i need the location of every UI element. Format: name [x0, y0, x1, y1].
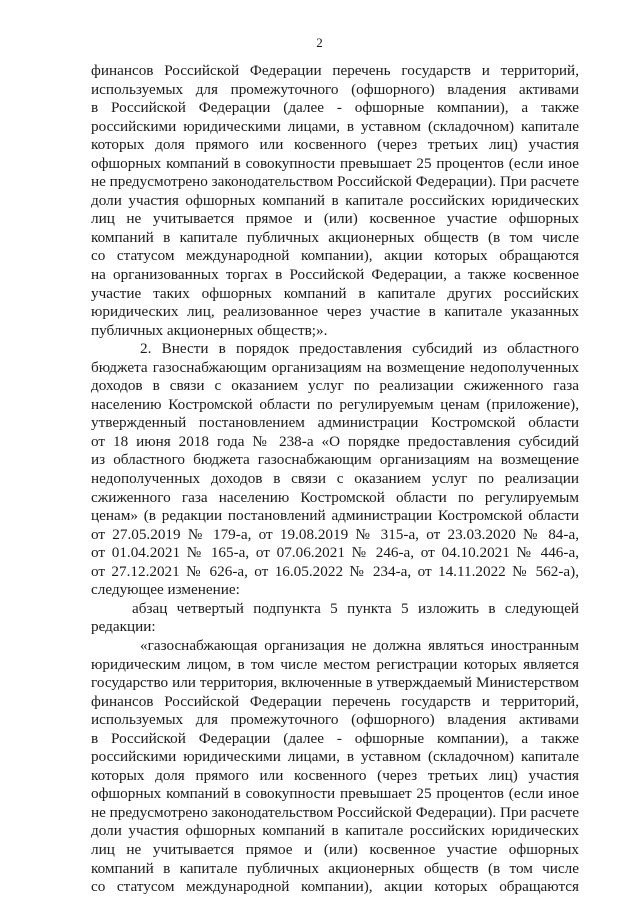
text-line: доли участия офшорных компаний в капитале российских юридических [91, 191, 579, 209]
text-line: со статусом международной компании), акции которых обращаются [91, 878, 579, 896]
text-line: которых доля прямого или косвенного (через третьих лиц) участия [91, 766, 579, 784]
text-line: в Российской Федерации (далее - офшорные компании), а также [91, 99, 579, 117]
text-line: публичных акционерных обществ;». [91, 321, 328, 339]
text-line: компаний в капитале публичных акционерных обществ (в том числе [91, 859, 579, 877]
text-line: ценам» (в редакции постановлений администрации Костромской области [91, 507, 579, 525]
text-line: офшорных компаний в совокупности превышает 25 процентов (если иное [91, 785, 579, 803]
text-line: лиц не учитывается прямое и (или) косвенное участие офшорных [91, 210, 579, 228]
text-line: доли участия офшорных компаний в капитале российских юридических [91, 822, 579, 840]
text-line: со статусом международной компании), акции которых обращаются [91, 247, 579, 265]
text-line: которых доля прямого или косвенного (через третьих лиц) участия [91, 136, 579, 154]
text-line: от 18 июня 2018 года № 238-а «О порядке предоставления субсидий [91, 432, 579, 450]
text-line: не предусмотрено законодательством Российской Федерации). При расчете [91, 173, 579, 191]
text-line: из областного бюджета газоснабжающим организациям на возмещение [91, 451, 579, 469]
text-line: следующее изменение: [91, 581, 240, 599]
text-line: компаний в капитале публичных акционерных обществ (в том числе [91, 228, 579, 246]
text-line: участие таких офшорных компаний в капитале других российских [91, 284, 579, 302]
text-line: доходов в связи с оказанием услуг по реализации сжиженного газа [91, 377, 579, 395]
text-line: абзац четвертый подпункта 5 пункта 5 изложить в следующей [132, 599, 579, 617]
text-line: редакции: [91, 618, 156, 636]
text-line: от 27.05.2019 № 179-а, от 19.08.2019 № 315-а, от 23.03.2020 № 84-а, [91, 525, 579, 543]
text-line: «газоснабжающая организация не должна являться иностранным [140, 636, 579, 654]
document-body [91, 62, 579, 897]
page-number: 2 [316, 35, 323, 50]
text-line: на организованных торгах в Российской Федерации, а также косвенное [91, 266, 579, 284]
text-line: используемых для промежуточного (офшорного) владения активами [91, 711, 579, 729]
text-line: используемых для промежуточного (офшорного) владения активами [91, 80, 579, 98]
text-line: российскими юридическими лицами, в уставном (складочном) капитале [91, 748, 579, 766]
text-line: от 01.04.2021 № 165-а, от 07.06.2021 № 246-а, от 04.10.2021 № 446-а, [91, 544, 579, 562]
text-line: российскими юридическими лицами, в уставном (складочном) капитале [91, 117, 579, 135]
text-line: населению Костромской области по регулируемым ценам (приложение), [91, 395, 579, 413]
text-line: недополученных доходов в связи с оказанием услуг по реализации [91, 470, 579, 488]
text-line: бюджета газоснабжающим организациям на возмещение недополученных [91, 358, 579, 376]
text-line: сжиженного газа населению Костромской области по регулируемым [91, 488, 579, 506]
text-line: государство или территория, включенные в утверждаемый Министерством [91, 674, 579, 692]
text-line: финансов Российской Федерации перечень государств и территорий, [91, 692, 579, 710]
text-line: юридическим лицом, в том числе местом регистрации которых является [91, 655, 579, 673]
text-line: лиц не учитывается прямое и (или) косвенное участие офшорных [91, 840, 579, 858]
text-line: от 27.12.2021 № 626-а, от 16.05.2022 № 234-а, от 14.11.2022 № 562-а), [91, 562, 579, 580]
text-line: не предусмотрено законодательством Российской Федерации). При расчете [91, 803, 579, 821]
text-line: офшорных компаний в совокупности превышает 25 процентов (если иное [91, 154, 579, 172]
text-line: 2. Внести в порядок предоставления субсидий из областного [140, 340, 579, 358]
text-line: утвержденный постановлением администрации Костромской области [91, 414, 579, 432]
text-line: финансов Российской Федерации перечень государств и территорий, [91, 62, 579, 79]
text-line: в Российской Федерации (далее - офшорные компании), а также [91, 729, 579, 747]
text-line: юридических лиц, реализованное через участие в капитале указанных [91, 303, 579, 321]
